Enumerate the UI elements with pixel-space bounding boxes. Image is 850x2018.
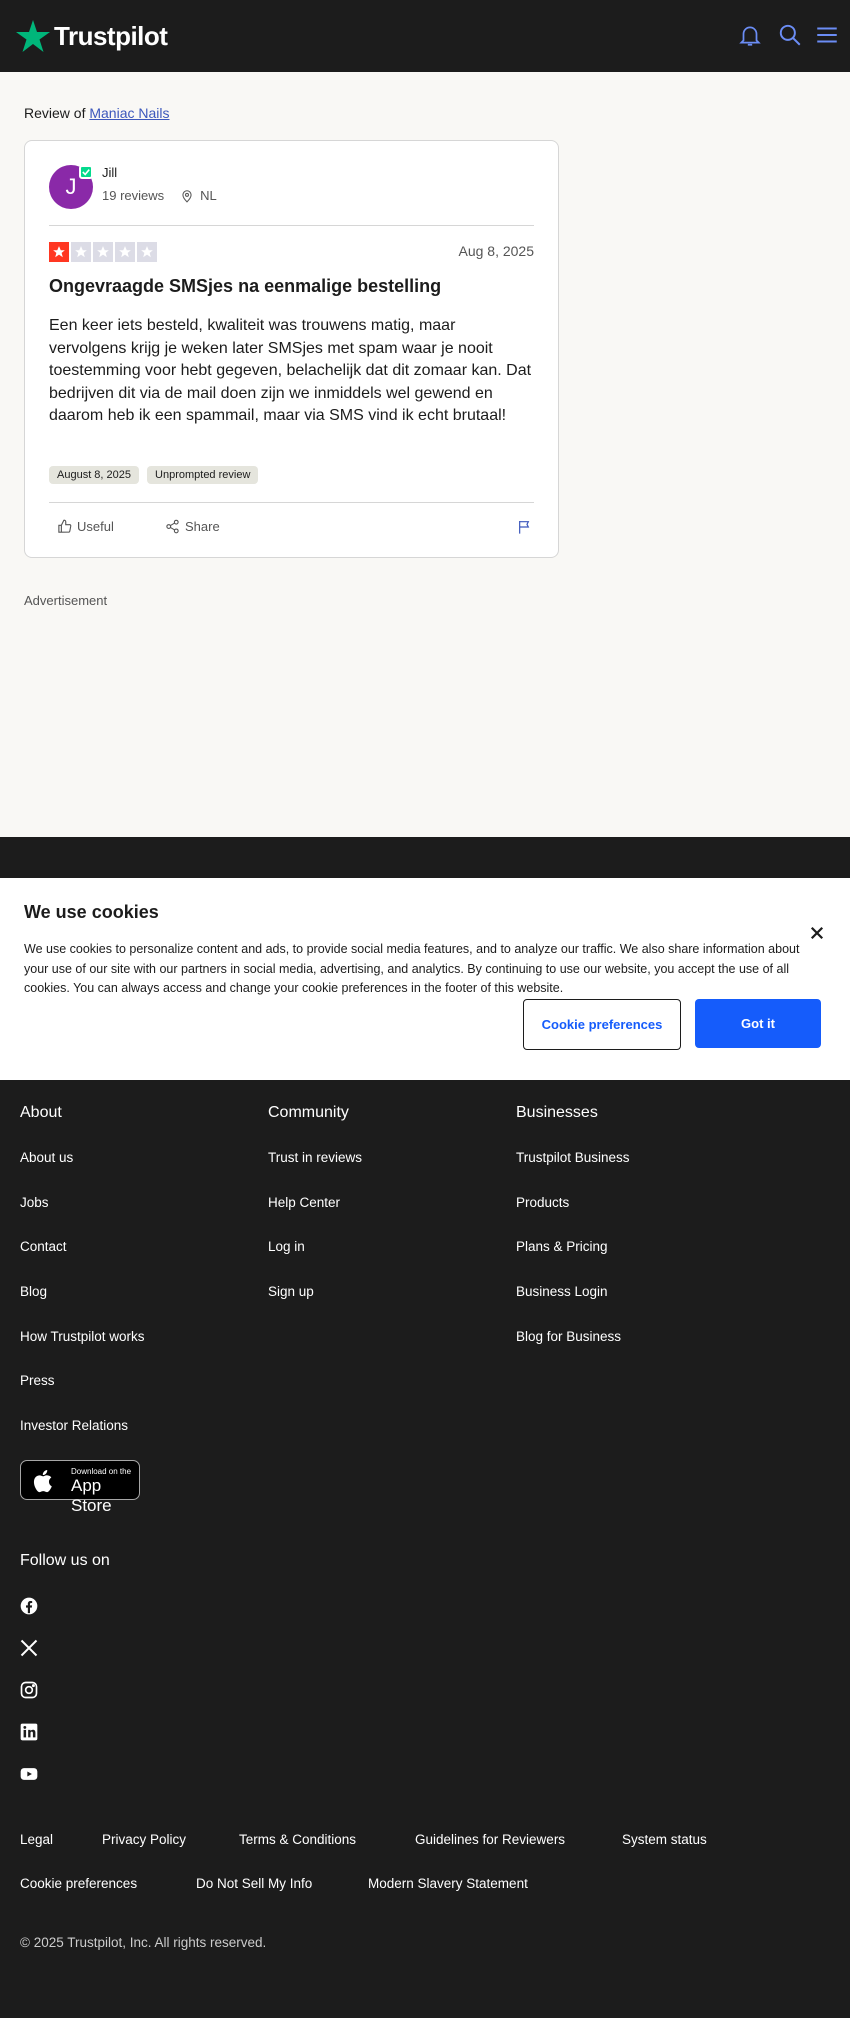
avatar[interactable]: J <box>49 165 93 209</box>
useful-label: Useful <box>77 519 114 534</box>
reviewer-country <box>180 188 217 203</box>
x-icon[interactable] <box>19 1638 39 1658</box>
copyright-text: © 2025 Trustpilot, Inc. All rights reserved. <box>20 1935 267 1950</box>
legal-link-cookie-preferences[interactable]: Cookie preferences <box>20 1876 138 1891</box>
legal-link-terms-conditions[interactable]: Terms & Conditions <box>239 1832 357 1847</box>
unprompted-review-tag[interactable]: Unprompted review <box>147 466 258 484</box>
legal-link-privacy-policy[interactable]: Privacy Policy <box>102 1832 187 1847</box>
app-store-badge[interactable] <box>20 1460 140 1515</box>
reviewer-meta <box>102 188 217 203</box>
footer-link-about-us[interactable]: About us <box>20 1150 74 1165</box>
location-pin-icon <box>180 189 194 203</box>
review-of-line <box>24 105 170 121</box>
footer-link-help-center[interactable]: Help Center <box>268 1195 341 1210</box>
review-title: Ongevraagde SMSjes na eenmalige bestelling <box>49 276 442 296</box>
footer-link-contact[interactable]: Contact <box>20 1239 67 1254</box>
cookie-banner <box>0 878 850 1080</box>
legal-link-system-status[interactable]: System status <box>622 1832 707 1847</box>
star-icon <box>115 242 135 262</box>
search-icon[interactable] <box>777 22 803 48</box>
footer-businesses-title: Businesses <box>516 1104 598 1121</box>
share-icon <box>165 519 180 534</box>
thumbs-up-icon <box>57 519 72 534</box>
logo-text: Trustpilot <box>54 20 168 51</box>
report-button[interactable] <box>517 519 533 535</box>
review-body: Een keer iets besteld, kwaliteit was trouwens matig, maar vervolgens krijg je weken later SMSjes met spam waar je nooit toestemming voor hebt gegeven, belachelijk dat dit zomaar kan. Dat bedrijven dit via de mail doen zijn we inmiddels wel gewend en daarom heb ik een spammail, maar via SMS vind ik echt brutaal! <box>49 317 532 424</box>
advertisement-label: Advertisement <box>24 593 108 608</box>
trustpilot-star-icon <box>16 20 50 52</box>
footer-link-how-trustpilot-works[interactable]: How Trustpilot works <box>20 1329 145 1344</box>
bell-icon[interactable] <box>737 22 763 48</box>
footer-about-title: About <box>20 1104 62 1121</box>
footer-link-trustpilot-business[interactable]: Trustpilot Business <box>516 1150 630 1165</box>
flag-icon <box>517 519 533 535</box>
review-card <box>24 140 559 558</box>
facebook-icon[interactable] <box>19 1596 39 1616</box>
footer-link-products[interactable]: Products <box>516 1195 570 1210</box>
country-code: NL <box>200 188 217 203</box>
legal-link-modern-slavery-statement[interactable]: Modern Slavery Statement <box>368 1876 528 1891</box>
footer-link-investor-relations[interactable]: Investor Relations <box>20 1418 129 1433</box>
cookie-banner-text: We use cookies to personalize content and ads, to provide social media features, and to analyze our traffic. We also share information about your use of our site with our partners in social media, advertising, and analytics. By continuing to use our website, you accept the use of all cookies. You can always access and change your cookie preferences in the footer of this website. <box>24 942 800 995</box>
footer-link-jobs[interactable]: Jobs <box>20 1195 49 1210</box>
trustpilot-logo[interactable] <box>16 18 167 54</box>
footer-link-press[interactable]: Press <box>20 1373 55 1388</box>
card-divider-bottom <box>49 502 534 503</box>
apple-icon <box>31 1469 53 1493</box>
review-tags <box>49 466 258 484</box>
footer-link-blog[interactable]: Blog <box>20 1284 48 1299</box>
linkedin-icon[interactable] <box>19 1722 39 1742</box>
top-navigation-bar <box>0 0 850 72</box>
review-date: Aug 8, 2025 <box>458 243 534 259</box>
footer-link-business-login[interactable]: Business Login <box>516 1284 608 1299</box>
cookie-preferences-button[interactable]: Cookie preferences <box>523 999 681 1050</box>
reviewer-name[interactable]: Jill <box>102 165 118 180</box>
company-link[interactable]: Maniac Nails <box>89 105 170 121</box>
footer-link-plans-pricing[interactable]: Plans & Pricing <box>516 1239 608 1254</box>
star-icon <box>137 242 157 262</box>
cookie-banner-title: We use cookies <box>24 902 159 922</box>
legal-link-legal[interactable]: Legal <box>20 1832 54 1847</box>
star-icon <box>49 242 69 262</box>
instagram-icon[interactable] <box>19 1680 39 1700</box>
experience-date-tag: August 8, 2025 <box>49 466 139 484</box>
star-icon <box>71 242 91 262</box>
card-divider-top <box>49 225 534 226</box>
legal-link-guidelines-for-reviewers[interactable]: Guidelines for Reviewers <box>415 1832 566 1847</box>
star-rating <box>49 242 157 262</box>
review-actions <box>49 519 534 539</box>
verified-check-icon <box>79 165 93 179</box>
footer-link-blog-for-business[interactable]: Blog for Business <box>516 1329 622 1344</box>
share-button[interactable] <box>165 519 220 534</box>
footer-link-trust-in-reviews[interactable]: Trust in reviews <box>268 1150 363 1165</box>
main-content <box>0 72 850 837</box>
review-count: 19 reviews <box>102 188 165 203</box>
legal-link-do-not-sell[interactable]: Do Not Sell My Info <box>196 1876 313 1891</box>
share-label: Share <box>185 519 220 534</box>
footer-community-title: Community <box>268 1104 349 1121</box>
useful-button[interactable] <box>57 519 114 534</box>
review-of-prefix: Review of <box>24 105 86 121</box>
footer-link-sign-up[interactable]: Sign up <box>268 1284 314 1299</box>
menu-icon[interactable] <box>814 22 840 48</box>
star-icon <box>93 242 113 262</box>
follow-us-title: Follow us on <box>20 1552 110 1569</box>
youtube-icon[interactable] <box>19 1764 39 1784</box>
footer-link-log-in[interactable]: Log in <box>268 1239 305 1254</box>
accept-cookies-button[interactable]: Got it <box>695 999 821 1048</box>
app-store-big-text: App Store <box>71 1476 112 1515</box>
app-store-small-text: Download on the <box>71 1467 132 1476</box>
